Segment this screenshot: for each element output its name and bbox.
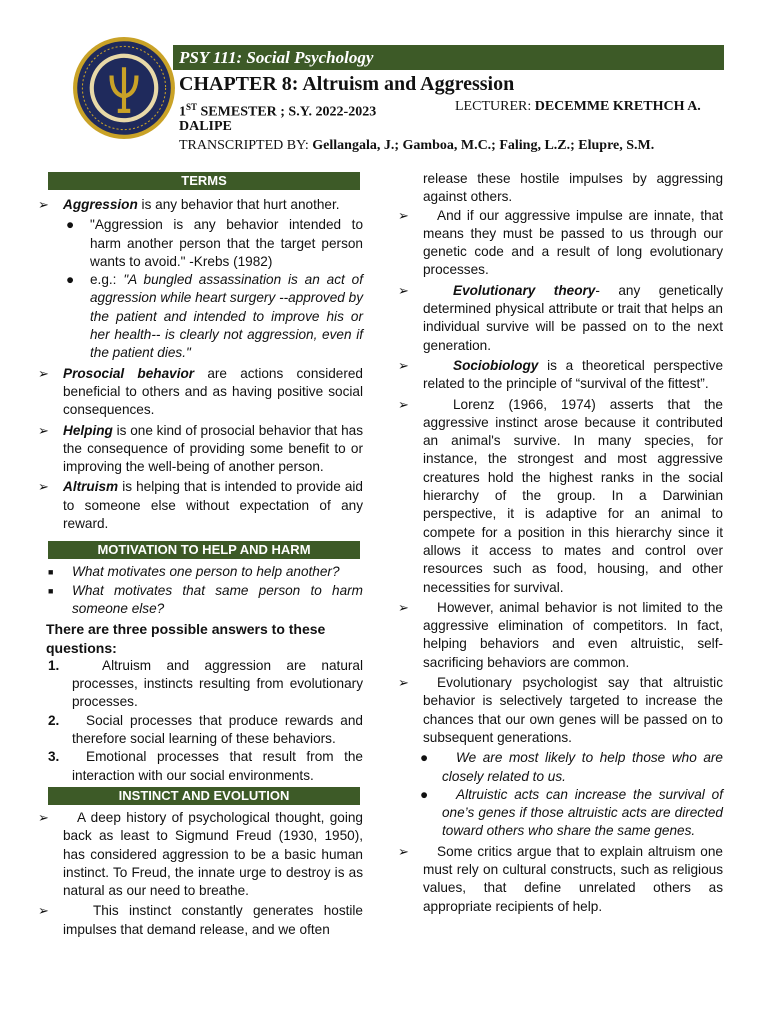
section-terms: TERMS [48,172,360,190]
course-banner: PSY 111: Social Psychology [173,45,724,70]
instinct-paragraph-2: ➢ This instinct constantly generates hostile impulses that demand release, and we often [38,903,363,937]
section-motivation: MOTIVATION TO HELP AND HARM [48,541,360,559]
semester-line: 1ST SEMESTER ; S.Y. 2022-2023 [179,102,377,120]
answer-1: 1. Altruism and aggression are natural processes, instincts resulting from evolutionary processes. [48,657,363,710]
arrow-bullet-icon: ➢ [38,903,49,919]
paragraph-evolutionary-psychologist: ➢ Evolutionary psychologist say that altruistic behavior is selectively targeted to increase the chances that our own genes will be passed on to subsequent generations. [398,675,723,745]
square-bullet-icon: ■ [48,585,54,596]
motivation-question-1: ■ What motivates one person to help another? [38,563,363,581]
aggression-sub-1: ● "Aggression is any behavior intended to harm another person that the target person wants to avoid." -Krebs (1982) [66,217,363,269]
paragraph-lorenz: ➢ Lorenz (1966, 1974) asserts that the aggressive instinct arose because it contributed an animal's survive. In many species, for instance, the strongest and most aggressive creatures hold the highest ranks in the social hierarchy of the group. In a Darwinian perspective, it is adaptive for an animal to compete for a position in this hierarchy since it allows it access to mates and control over resources such as food, housing, and other necessities for survival. [398,396,723,595]
instinct-paragraph-1: ➢ A deep history of psychological thought, going back as least to Sigmund Freud (1930, 1950), has considered aggression to be a basic human instinct. To Freud, the innate urge to destroy is as natural as our need to breathe. [38,809,363,899]
arrow-bullet-icon: ➢ [398,396,409,412]
arrow-bullet-icon: ➢ [398,357,409,373]
answers-heading: There are three possible answers to these questions: [46,621,326,656]
arrow-bullet-icon: ➢ [38,197,49,212]
arrow-bullet-icon: ➢ [38,422,49,438]
arrow-bullet-icon: ➢ [38,479,49,495]
transcribed-line: TRANSCRIPTED BY: Gellangala, J.; Gamboa, M.C.; Faling, L.Z.; Elupre, S.M. [179,138,655,153]
term-sociobiology: ➢ Sociobiology is a theoretical perspective related to the principle of “survival of the fittest”. [398,357,723,392]
left-column [38,170,363,941]
paragraph-innate: ➢ And if our aggressive impulse are innate, that means they must be passed to us through our genetic code and a result of long evolutionary processes. [398,207,723,278]
arrow-bullet-icon: ➢ [398,843,409,859]
bullet-icon: ● [66,272,75,288]
term-evolutionary-theory: ➢ Evolutionary theory- any genetically determined physical attribute or trait that helps an individual survive will be passed on to the next generation. [398,282,723,353]
arrow-bullet-icon: ➢ [38,809,49,825]
bullet-icon: ● [66,217,75,233]
arrow-bullet-icon: ➢ [398,675,409,691]
lecturer-name-cont: DALIPE [179,119,232,134]
answer-3: 3. Emotional processes that result from the interaction with our social environments. [48,749,363,783]
arrow-bullet-icon: ➢ [398,282,409,298]
aggression-sub-2: ● e.g.: "A bungled assassination is an act of aggression while heart surgery --approved by the patient and intended to improve his or her health-- is clearly not aggression, even if the patient dies." [66,272,363,361]
term-prosocial: ➢ Prosocial behavior are actions considered beneficial to others and as having positive social consequences. [38,365,363,418]
paragraph-however: ➢ However, animal behavior is not limited to the aggressive elimination of competitors. In fact, helping behaviors and even altruistic, self-sacrificing behaviors are common. [398,599,723,670]
right-column [398,170,723,918]
motivation-question-2: ■ What motivates that same person to harm someone else? [48,582,363,616]
term-helping: ➢ Helping is one kind of prosocial behavior that has the consequence of providing some benefit to or improving the well-being of another person. [38,422,363,475]
paragraph-critics: ➢ Some critics argue that to explain altruism one must rely on cultural constructs, such as religious values, that define unrelated others as appropriate recipients of help. [398,843,723,914]
arrow-bullet-icon: ➢ [398,207,409,223]
bullet-related: ● We are most likely to help those who are closely related to us. [420,750,723,784]
answer-2: 2. Social processes that produce rewards and therefore social learning of these behaviors. [48,712,363,747]
lecturer-line: LECTURER: DECEMME KRETHCH A. [455,99,701,114]
bullet-genes: ● Altruistic acts can increase the survival of one’s genes if those altruistic acts are directed toward others who share the same genes. [420,786,723,839]
bullet-icon: ● [420,750,429,766]
arrow-bullet-icon: ➢ [38,365,49,381]
term-aggression: ➢ Aggression is any behavior that hurt another. [38,196,363,214]
bullet-icon: ● [420,786,429,802]
section-instinct: INSTINCT AND EVOLUTION [48,787,360,805]
continued-text: release these hostile impulses by aggressing against others. [423,171,723,205]
term-altruism: ➢ Altruism is helping that is intended to provide aid to someone else without expectation of any reward. [38,479,363,532]
square-bullet-icon: ■ [48,567,54,578]
arrow-bullet-icon: ➢ [398,599,409,615]
college-seal-icon [72,36,176,140]
chapter-title: CHAPTER 8: Altruism and Aggression [179,73,515,95]
